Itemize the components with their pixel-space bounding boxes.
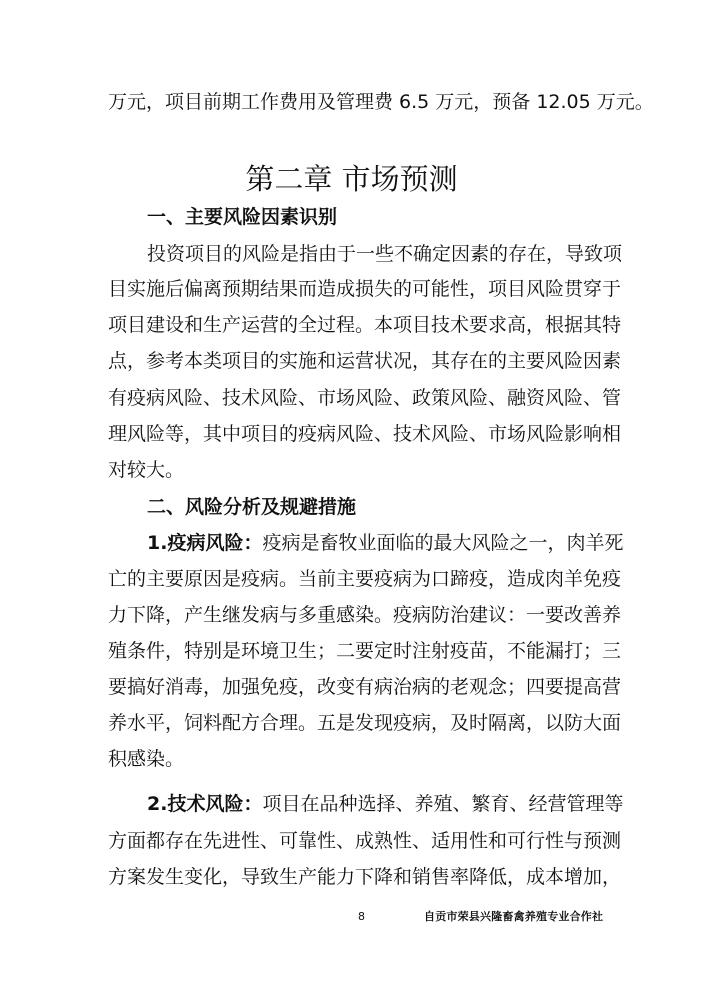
item-1-line-6: 养水平，饲料配方合理。五是发现疫病，及时隔离，以防大面: [108, 712, 622, 734]
carryover-text: 万元，项目前期工作费用及管理费 6.5 万元，预备 12.05 万元。: [108, 91, 654, 113]
item-1-line-7: 积感染。: [108, 748, 185, 770]
section-1-line-4: 点，参考本类项目的实施和运营状况，其存在的主要风险因素: [108, 350, 622, 372]
item-1-line-1: [147, 534, 667, 553]
section-1-line-5: 有疫病风险、技术风险、市场风险、政策风险、融资风险、管: [108, 387, 622, 409]
section-1-line-2: 目实施后偏离预期结果而造成损失的可能性，项目风险贯穿于: [108, 278, 622, 300]
item-2-line-1: [147, 795, 667, 814]
item-1-line-5: 要搞好消毒，加强免疫，改变有病治病的老观念；四要提高营: [108, 676, 622, 698]
item-1-line-4: 殖条件，特别是环境卫生；二要定时注射疫苗，不能漏打；三: [108, 640, 622, 662]
item-1-line-3: 力下降，产生继发病与多重感染。疫病防治建议：一要改善养: [108, 604, 622, 626]
chapter-title: 第二章 市场预测: [245, 162, 458, 196]
section-2-heading: 二、风险分析及规避措施: [147, 496, 357, 518]
section-1-line-7: 对较大。: [108, 459, 185, 481]
section-1-line-3: 项目建设和生产运营的全过程。本项目技术要求高，根据其特: [108, 314, 622, 336]
item-1-label: 1.疫病风险：: [147, 532, 263, 554]
page-number: 8: [358, 910, 365, 923]
item-1-text: 疫病是畜牧业面临的最大风险之一，肉羊死: [262, 532, 624, 554]
footer-organization: 自贡市荣县兴隆畜禽养殖专业合作社: [424, 910, 604, 923]
item-2-label: 2.技术风险：: [147, 793, 263, 815]
section-1-line-1: 投资项目的风险是指由于一些不确定因素的存在，导致项: [147, 243, 623, 265]
section-1-heading: 一、主要风险因素识别: [147, 206, 338, 228]
section-1-line-6: 理风险等，其中项目的疫病风险、技术风险、市场风险影响相: [108, 423, 622, 445]
item-2-text: 项目在品种选择、养殖、繁育、经营管理等: [262, 793, 624, 815]
item-2-line-2: 方面都存在先进性、可靠性、成熟性、适用性和可行性与预测: [108, 830, 622, 852]
item-1-line-2: 亡的主要原因是疫病。当前主要疫病为口蹄疫，造成肉羊免疫: [108, 568, 622, 590]
item-2-line-3: 方案发生变化，导致生产能力下降和销售率降低，成本增加，: [108, 866, 622, 888]
